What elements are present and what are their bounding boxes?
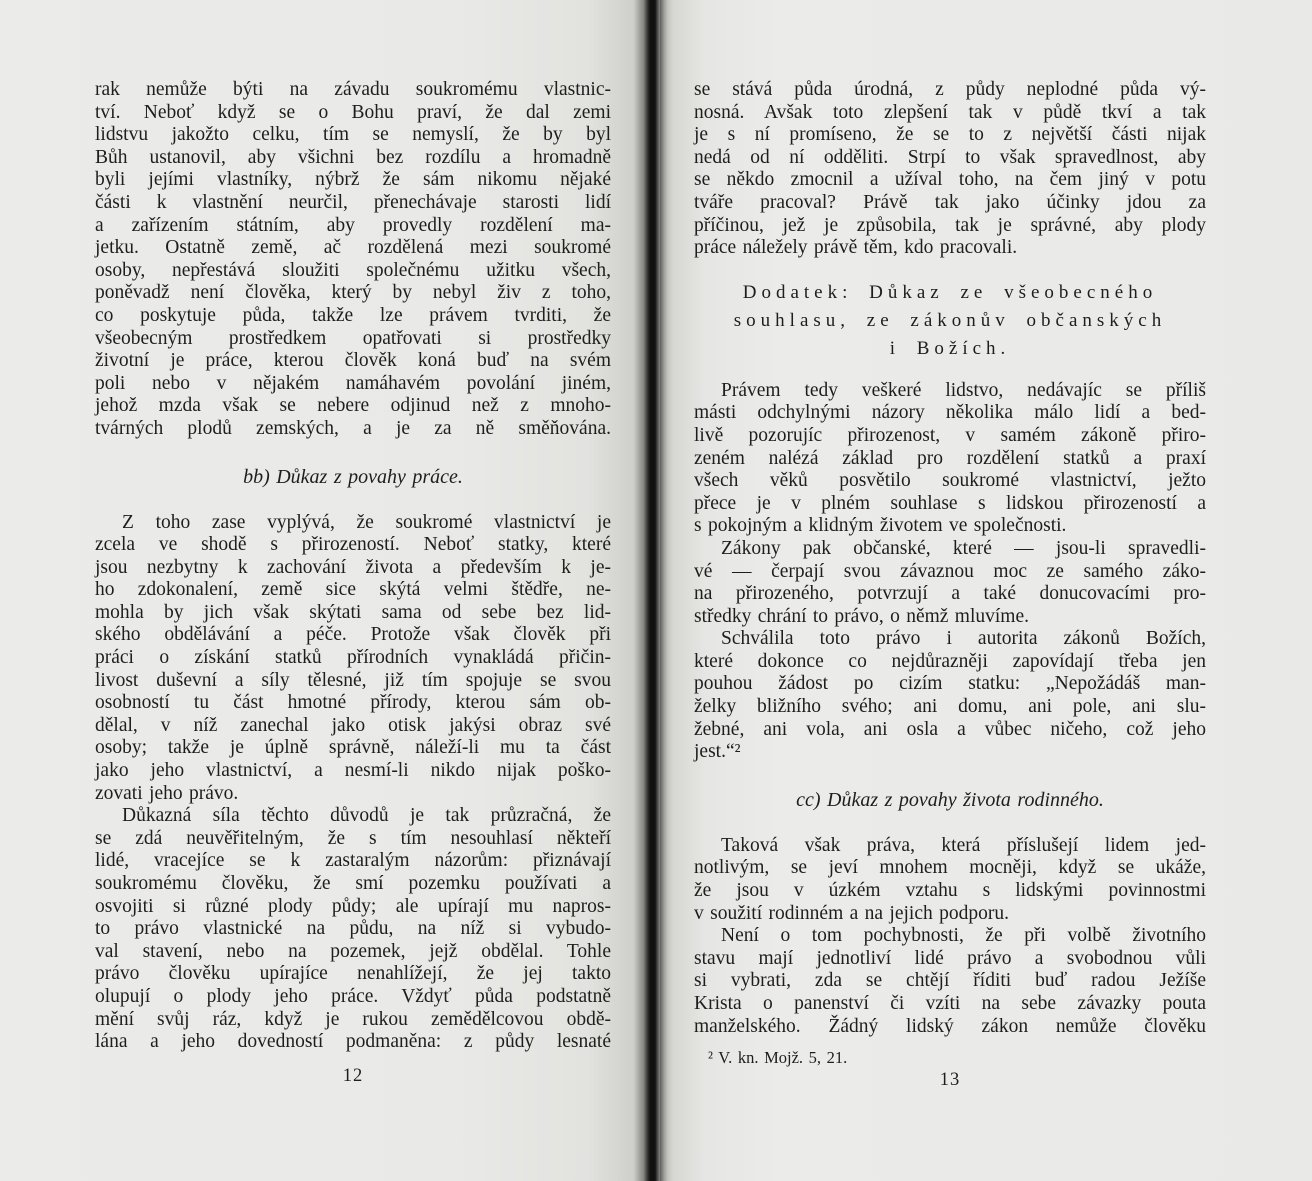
text-line: jest.“² <box>694 741 741 763</box>
text-line: jsou nezbytny k zachování života a především k je- <box>95 556 611 578</box>
text-line: másti odchylnými názory několika málo lidí a bed- <box>694 402 1206 424</box>
text-line: středky chrání to právo, o němž mluvíme. <box>694 605 1029 627</box>
text-line: jako jeho vlastnictví, a nesmí-li nikdo nijak poško- <box>95 760 611 782</box>
section-heading <box>95 464 611 491</box>
text-line: zcela ve shodě s přirozeností. Neboť statky, které <box>95 534 611 556</box>
text-line: pouhou žádost po cizím statku: „Nepožádáš man- <box>694 673 1206 695</box>
text-line: se někdo zmocnil a užíval toho, na čem jiný v potu <box>694 169 1206 191</box>
text-line: práci o získání statků přírodních vynakládá přičin- <box>95 647 611 669</box>
text-line: práce náležely právě těm, kdo pracovali. <box>694 237 1018 259</box>
text-line: osoby, nepřestává sloužiti společnému užitku všech, <box>95 259 611 281</box>
text-line: vé — čerpají svou závaznou moc ze samého záko- <box>694 560 1206 582</box>
text-line: bb) Důkaz z povahy práce. <box>243 465 463 488</box>
text-line: Z toho zase vyplývá, že soukromé vlastnictví je <box>122 511 611 533</box>
text-line: s pokojným a klidným životem ve společnosti. <box>694 515 1067 537</box>
paragraph <box>694 628 1206 764</box>
paragraph <box>95 512 611 806</box>
paragraph <box>694 538 1206 628</box>
page-column-right <box>694 79 1206 1068</box>
text-line: osvojiti si různé plody půdy; ale upírají mu napros- <box>95 895 611 917</box>
text-line: dělal, v níž zanechal jako otisk jakýsi obraz své <box>95 714 611 736</box>
text-line: livě pozorujíc přirozenost, v samém zákoně přiro- <box>694 424 1206 446</box>
text-line: poli nebo v nějakém namáhavém povolání jiném, <box>95 372 611 394</box>
text-line: rak nemůže býti na závadu soukromému vlastnic- <box>95 79 611 100</box>
text-line: ského obdělávání a péče. Protože však člověk při <box>95 624 611 646</box>
page-number-left: 12 <box>342 1066 364 1086</box>
book-gutter-shadow <box>634 0 668 1181</box>
text-line: mění svůj ráz, když je rukou zemědělcovou obdě- <box>95 1008 611 1030</box>
text-line: tvárných plodů zemských, a je za ně směňována. <box>95 417 611 439</box>
text-line: ho zdokonalení, země sice skýtá velmi štědře, ne- <box>95 579 611 601</box>
text-line: to právo vlastnické na půdu, na níž si vybudo- <box>95 918 611 940</box>
text-line: co poskytuje půda, takže lze právem tvrditi, že <box>95 304 611 326</box>
paragraph <box>95 805 611 1054</box>
text-line: Taková však práva, která příslušejí lidem jed- <box>721 834 1206 856</box>
text-line: na přirozeného, potvrzují a také donucovacími pro- <box>694 583 1206 605</box>
text-line: životní je práce, kterou člověk koná buď na svém <box>95 350 611 372</box>
text-line: si vybrati, zda se chtějí říditi buď radou Ježíše <box>694 970 1206 992</box>
paragraph <box>694 835 1206 925</box>
text-line: v soužití rodinném a na jejich podporu. <box>694 902 1009 924</box>
text-line: ² V. kn. Mojž. 5, 21. <box>708 1048 848 1068</box>
paragraph <box>694 380 1206 538</box>
text-line: Právem tedy veškeré lidstvo, nedávajíc se příliš <box>721 379 1206 401</box>
text-line: se zdá neuvěřitelným, že s tím nesouhlasí někteří <box>95 827 611 849</box>
text-line: tváře pracoval? Právě tak jako účinky jdou za <box>694 191 1206 213</box>
footnote <box>694 1048 1206 1068</box>
text-line: všeobecným prostředkem opatřovati si prostředky <box>95 327 611 349</box>
text-line: všech věků posvětilo soukromé vlastnictví, ježto <box>694 470 1206 492</box>
text-line: lidstvu jakožto celku, tím se nemyslí, že by byl <box>95 124 611 146</box>
text-line: Důkazná síla těchto důvodů je tak průzračná, že <box>122 805 611 827</box>
text-line: jetku. Ostatně země, ač rozdělená mezi soukromé <box>95 237 611 259</box>
text-line: že jsou v úzkém vztahu s lidskými povinnostmi <box>694 880 1206 902</box>
text-line: mohla by jich však skýtati sama od sebe bez lid- <box>95 601 611 623</box>
text-line: nosná. Avšak toto zlepšení tak v půdě tkví a tak <box>694 101 1206 123</box>
text-line: Není o tom pochybnosti, že při volbě životního <box>721 925 1206 947</box>
text-line: zovati jeho právo. <box>95 782 239 804</box>
text-line: jehož mzda však se nebere odjinud než z mnoho- <box>95 395 611 417</box>
page-number-right: 13 <box>939 1070 961 1090</box>
paragraph <box>95 79 611 441</box>
text-line: i Božích. <box>889 337 1011 359</box>
text-line: Krista o panenství či vzíti na sebe závazky pouta <box>694 993 1206 1014</box>
text-line: Schválila toto právo i autorita zákonů Božích, <box>721 628 1206 650</box>
text-line: příčinou, jež je způsobila, tak je správné, aby plody <box>694 214 1206 236</box>
text-line: nedá od ní odděliti. Strpí to však spravedlnost, aby <box>694 146 1206 168</box>
text-line: soukromému člověku, že smí pozemku používati a <box>95 873 611 894</box>
text-line: val stavení, nebo na pozemek, jejž obdělal. Tohle <box>95 940 611 962</box>
text-line: lána a jeho dovedností podmaněna: z půdy lesnaté <box>95 1031 611 1053</box>
text-line: osoby; takže je úplně správně, náleží-li mu ta část <box>95 737 611 759</box>
text-line: žebné, ani vola, ani osla a vůbec ničeho, což jeho <box>694 718 1206 740</box>
text-line: manželského. Žádný lidský zákon nemůže člověku <box>694 1015 1206 1037</box>
text-line: olupují o plody jeho práce. Vždyť půda podstatně <box>95 985 611 1007</box>
text-line: Zákony pak občanské, které — jsou-li spravedli- <box>721 537 1206 559</box>
text-line: a zařízením státním, aby provedly rozdělení ma- <box>95 214 611 236</box>
text-line: livost duševní a síly tělesné, již tím spojuje se svou <box>95 669 611 691</box>
text-line: poněvadž není člověka, který by nebyl živ z toho, <box>95 282 611 304</box>
paragraph <box>694 925 1206 1038</box>
text-line: souhlasu, ze zákonův občanských <box>733 309 1167 331</box>
section-heading <box>694 279 1206 363</box>
page-column-left <box>95 79 611 1054</box>
text-line: se stává půda úrodná, z půdy neplodné půda vý- <box>694 79 1206 100</box>
text-line: které dokonce co nejdůrazněji zapovídají třeba jen <box>694 650 1206 672</box>
text-line: byli jejími vlastníky, nýbrž že sám nikomu nějaké <box>95 169 611 191</box>
text-line: cc) Důkaz z povahy života rodinného. <box>796 788 1104 811</box>
text-line: notlivým, se jeví mnohem mocněji, když se ukáže, <box>694 857 1206 879</box>
text-line: želky bližního svého; ani domu, ani pole, ani slu- <box>694 696 1206 718</box>
text-line: je s ní promíseno, že se to z největší části nijak <box>694 124 1206 146</box>
text-line: stavu mají jednotliví lidé právo a svobodnou vůli <box>694 947 1206 969</box>
text-line: části k vlastnění neurčil, přenechávaje starosti lidí <box>95 191 611 213</box>
text-line: přece je v plném souhlase s lidskou přirozeností a <box>694 492 1206 514</box>
text-line: Bůh ustanovil, aby všichni bez rozdílu a hromadně <box>95 146 611 168</box>
text-line: právo člověku upírajíce nenahlížejí, že jej takto <box>95 963 611 985</box>
section-heading <box>694 787 1206 814</box>
text-line: zeném nalézá základ pro rozdělení statků a praxí <box>694 447 1206 469</box>
paragraph <box>694 79 1206 260</box>
text-line: tví. Neboť když se o Bohu praví, že dal zemi <box>95 101 611 123</box>
text-line: osobností tu část hmotné přírody, kterou sám ob- <box>95 692 611 714</box>
text-line: lidé, vracejíce se k zastaralým názorům: přiznávají <box>95 850 611 872</box>
text-line: Dodatek: Důkaz ze všeobecného <box>742 281 1158 303</box>
